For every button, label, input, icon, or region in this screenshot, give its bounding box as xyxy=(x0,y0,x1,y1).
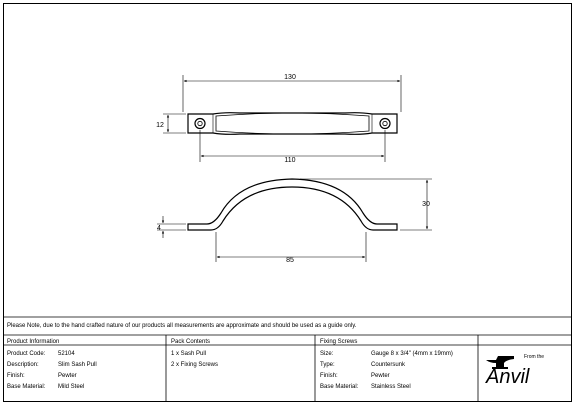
brand-tagline: From the xyxy=(524,354,545,360)
fixing-screws-title: Fixing Screws xyxy=(320,339,358,345)
anvil-logo xyxy=(484,350,570,390)
screw-size-label: Size: xyxy=(320,351,334,357)
inner-span-label: 85 xyxy=(286,257,294,264)
disclaimer-note: Please Note, due to the hand crafted nature of our products all measurements are approximate and should be used as a guide only. xyxy=(7,323,357,329)
thickness-label: 4 xyxy=(157,225,161,232)
screw-type-value: Countersunk xyxy=(371,362,406,368)
brand-name: Anvil xyxy=(486,366,530,388)
pack-item: 1 x Sash Pull xyxy=(171,351,207,357)
screw-finish-value: Pewter xyxy=(371,373,390,379)
anvil-logo-mark xyxy=(484,350,570,390)
side-view xyxy=(157,179,432,264)
screw-type-label: Type: xyxy=(320,362,335,368)
screw-material-value: Stainless Steel xyxy=(371,384,411,390)
pack-item: 2 x Fixing Screws xyxy=(171,362,219,368)
description-value: Slim Sash Pull xyxy=(58,362,97,368)
top-view xyxy=(156,74,401,164)
pack-contents-title: Pack Contents xyxy=(171,339,211,345)
finish-label: Finish: xyxy=(7,373,25,379)
product-code-value: 52104 xyxy=(58,351,75,357)
pull-side-profile xyxy=(188,179,397,230)
screw-finish-label: Finish: xyxy=(320,373,338,379)
base-material-value: Mild Steel xyxy=(58,384,85,390)
description-label: Description: xyxy=(7,362,39,368)
screw-material-label: Base Material: xyxy=(320,384,359,390)
finish-value: Pewter xyxy=(58,373,77,379)
screw-size-value: Gauge 8 x 3/4" (4mm x 19mm) xyxy=(371,351,453,357)
bar-width-label: 12 xyxy=(156,122,164,129)
product-information-title: Product Information xyxy=(7,339,60,345)
base-material-label: Base Material: xyxy=(7,384,46,390)
product-code-label: Product Code: xyxy=(7,351,46,357)
overall-width-label: 130 xyxy=(284,74,296,81)
height-label: 30 xyxy=(422,201,430,208)
hole-centres-label: 110 xyxy=(284,157,296,164)
